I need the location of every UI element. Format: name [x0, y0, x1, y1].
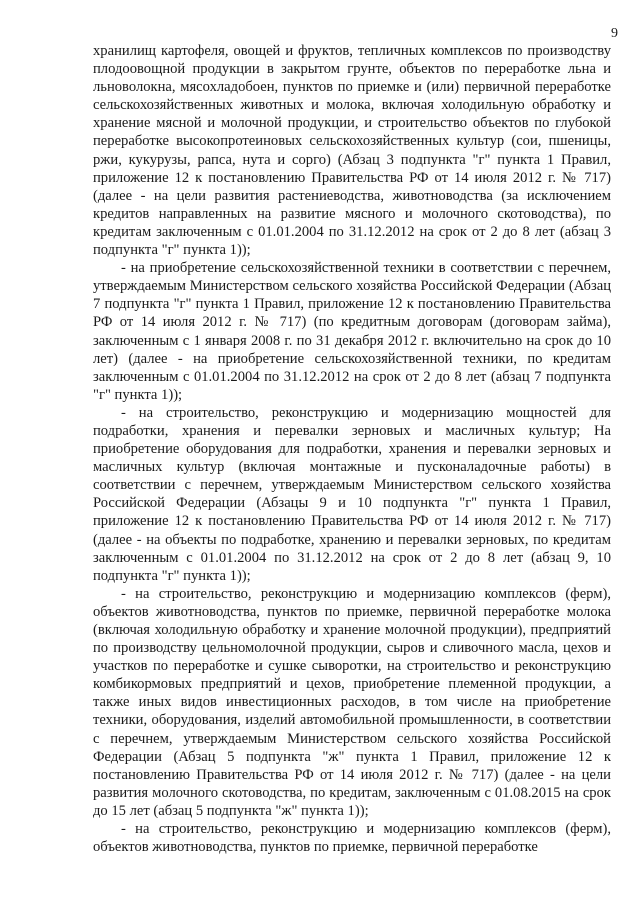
paragraph-continuation: хранилищ картофеля, овощей и фруктов, тепличных комплексов по производству плодоовощной продукции в закрытом грунте, объектов по переработке льна и льноволокна, мясохладобоен, пунктов по приемке и (или) первичной переработке сельскохозяйственных животных и молока, включая холодильную обработку и хранение мясной и молочной продукции, и строительство объектов по глубокой переработке высокопротеиновых сельскохозяйственных культур (сои, пшеницы, ржи, кукурузы, рапса, нута и сорго) (Абзац 3 подпункта "г" пункта 1 Правил, приложение 12 к постановлению Правительства РФ от 14 июля 2012 г. № 717) (далее - на цели развития растениеводства, животноводства (за исключением кредитов направленных на развитие мясного и молочного скотоводства), по кредитам заключенным с 01.01.2004 по 31.12.2012 на срок от 2 до 8 лет (абзац 3 подпункта "г" пункта 1));	[93, 43, 611, 259]
paragraph-grain-storage: - на строительство, реконструкцию и модернизацию мощностей для подработки, хранения и перевалки зерновых и масличных культур; На приобретение оборудования для подработки, хранения и перевалки зерновых и масличных культур (включая монтажные и пусконаладочные работы) в соответствии с перечнем, утверждаемым Министерством сельского хозяйства Российской Федерации (Абзацы 9 и 10 подпункта "г" пункта 1 Правил, приложение 12 к постановлению Правительства РФ от 14 июля 2012 г. № 717) (далее - на объекты по подработке, хранению и перевалки зерновых, по кредитам заключенным с 01.01.2004 по 31.12.2012 на срок от 2 до 8 лет (абзац 9, 10 подпункта "г" пункта 1));	[93, 404, 611, 584]
page-number: 9	[611, 26, 618, 41]
paragraph-dairy-farming: - на строительство, реконструкцию и модернизацию комплексов (ферм), объектов животноводства, пунктов по приемке, первичной переработке молока (включая холодильную обработку и хранение молочной продукции), предприятий по производству цельномолочной продукции, сыров и сливочного масла, цехов и участков по переработке и сушке сыворотки, на строительство и реконструкцию комбикормовых предприятий и цехов, приобретение племенной продукции, а также иных видов инвестиционных расходов, в том числе на приобретение техники, оборудования, изделий автомобильной промышленности, в соответствии с перечнем, утверждаемым Министерством сельского хозяйства Российской Федерации (Абзац 5 подпункта "ж" пункта 1 Правил, приложение 12 к постановлению Правительства РФ от 14 июля 2012 г. № 717) (далее - на цели развития молочного скотоводства, по кредитам, заключенным с 01.08.2015 на срок до 15 лет (абзац 5 подпункта "ж" пункта 1));	[93, 585, 611, 819]
document-body	[93, 42, 611, 856]
paragraph-agricultural-machinery: - на приобретение сельскохозяйственной техники в соответствии с перечнем, утверждаемым Министерством сельского хозяйства Российской Федерации (Абзац 7 подпункта "г" пункта 1 Правил, приложение 12 к постановлению Правительства РФ от 14 июля 2012 г. № 717) (по кредитным договорам (договорам займа), заключенным с 1 января 2008 г. по 31 декабря 2012 г. включительно на срок до 10 лет) (далее - на приобретение сельскохозяйственной техники, по кредитам заключенным с 01.01.2004 по 31.12.2012 на срок от 2 до 8 лет (абзац 7 подпункта "г" пункта 1));	[93, 260, 611, 403]
paragraph-livestock-complexes: - на строительство, реконструкцию и модернизацию комплексов (ферм), объектов животноводства, пунктов по приемке, первичной переработке	[93, 821, 611, 856]
